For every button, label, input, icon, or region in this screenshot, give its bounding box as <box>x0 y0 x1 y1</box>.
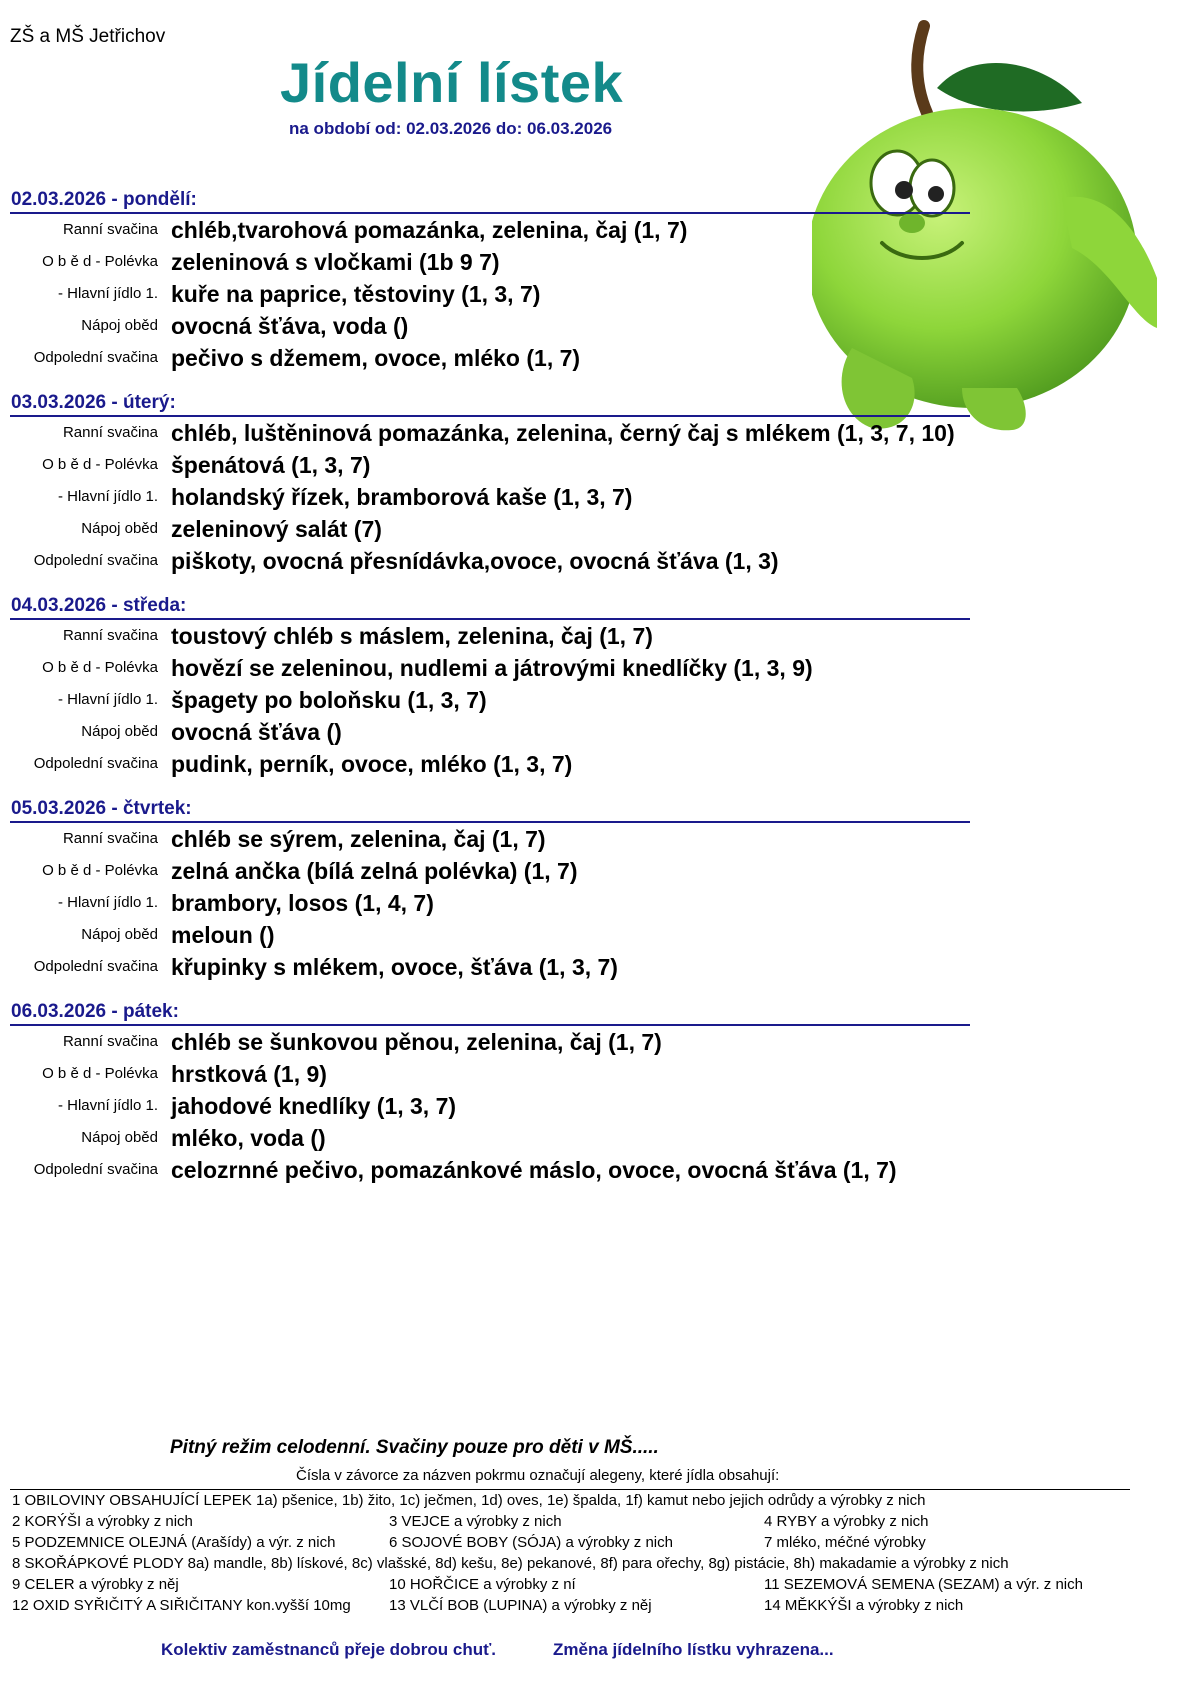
meal-label: - Hlavní jídlo 1. <box>57 285 158 302</box>
meal-row <box>10 513 970 545</box>
meal-label: Odpolední svačina <box>33 1161 158 1178</box>
footer-wish: Kolektiv zaměstnanců přeje dobrou chuť. <box>161 1640 496 1659</box>
meal-dish: meloun () <box>171 922 275 948</box>
allergen-item: 12 OXID SYŘIČITÝ A SIŘIČITANY kon.vyšší 10mg <box>12 1597 351 1614</box>
meal-row <box>10 310 970 342</box>
allergen-item: 5 PODZEMNICE OLEJNÁ (Arašídy) a výr. z nich <box>12 1534 336 1551</box>
meal-dish: hrstková (1, 9) <box>171 1061 327 1087</box>
allergen-legend <box>10 1489 1130 1616</box>
allergen-item: 14 MĚKKÝŠI a výrobky z nich <box>764 1597 964 1614</box>
allergen-item: 7 mléko, méčné výrobky <box>764 1534 926 1551</box>
allergen-item: 10 HOŘČICE a výrobky z ní <box>389 1576 576 1593</box>
allergen-item: 9 CELER a výrobky z něj <box>12 1576 179 1593</box>
meal-dish: špenátová (1, 3, 7) <box>171 452 371 478</box>
meal-row <box>10 951 970 983</box>
allergen-item: 8 SKOŘÁPKOVÉ PLODY 8a) mandle, 8b) lískové, 8c) vlašské, 8d) kešu, 8e) pekanové, 8f) para ořechy, 8g) pistácie, 8h) makadamie a výrobky z nich <box>12 1555 1009 1572</box>
meal-label: O b ě d - Polévka <box>42 1065 158 1082</box>
allergen-item: 6 SOJOVÉ BOBY (SÓJA) a výrobky z nich <box>389 1534 673 1551</box>
meal-label: Nápoj oběd <box>81 317 158 334</box>
meal-row <box>10 684 970 716</box>
meal-row <box>10 716 970 748</box>
allergen-item: 4 RYBY a výrobky z nich <box>764 1513 929 1530</box>
day-section <box>10 594 970 780</box>
meal-dish: chléb se šunkovou pěnou, zelenina, čaj (1, 7) <box>171 1029 662 1055</box>
meal-dish: celozrnné pečivo, pomazánkové máslo, ovoce, ovocná šťáva (1, 7) <box>171 1157 897 1183</box>
meal-row <box>10 481 970 513</box>
meal-label: Odpolední svačina <box>33 958 158 975</box>
meal-label: Ranní svačina <box>62 221 158 238</box>
meal-label: Nápoj oběd <box>81 1129 158 1146</box>
meal-row <box>10 919 970 951</box>
meal-row <box>10 823 970 855</box>
drinking-regime-note: Pitný režim celodenní. Svačiny pouze pro děti v MŠ..... <box>170 1437 659 1458</box>
day-section <box>10 391 970 577</box>
day-heading: 04.03.2026 - středa: <box>10 594 970 620</box>
meal-label: Ranní svačina <box>62 627 158 644</box>
meal-row <box>10 748 970 780</box>
meal-row <box>10 1026 970 1058</box>
meal-dish: špagety po boloňsku (1, 3, 7) <box>171 687 487 713</box>
allergen-row <box>10 1511 1130 1532</box>
meal-label: Nápoj oběd <box>81 926 158 943</box>
meal-dish: chléb,tvarohová pomazánka, zelenina, čaj (1, 7) <box>171 217 688 243</box>
allergen-row <box>10 1490 1130 1511</box>
day-section <box>10 188 970 374</box>
meal-label: O b ě d - Polévka <box>42 456 158 473</box>
meal-dish: ovocná šťáva, voda () <box>171 313 409 339</box>
meal-label: - Hlavní jídlo 1. <box>57 488 158 505</box>
meal-dish: ovocná šťáva () <box>171 719 342 745</box>
menu-period: na období od: 02.03.2026 do: 06.03.2026 <box>289 119 613 138</box>
meal-label: Ranní svačina <box>62 830 158 847</box>
meal-label: Odpolední svačina <box>33 552 158 569</box>
allergen-row <box>10 1574 1130 1595</box>
meal-row <box>10 855 970 887</box>
meal-row <box>10 417 970 449</box>
meal-dish: křupinky s mlékem, ovoce, šťáva (1, 3, 7) <box>171 954 618 980</box>
school-name: ZŠ a MŠ Jetřichov <box>10 26 166 47</box>
meal-row <box>10 214 970 246</box>
meal-label: Ranní svačina <box>62 424 158 441</box>
meal-dish: holandský řízek, bramborová kaše (1, 3, 7) <box>171 484 633 510</box>
meal-row <box>10 1090 970 1122</box>
meal-label: O b ě d - Polévka <box>42 659 158 676</box>
meal-dish: zelná ančka (bílá zelná polévka) (1, 7) <box>171 858 578 884</box>
meal-row <box>10 342 970 374</box>
meal-label: - Hlavní jídlo 1. <box>57 1097 158 1114</box>
allergen-item: 3 VEJCE a výrobky z nich <box>389 1513 562 1530</box>
day-heading: 02.03.2026 - pondělí: <box>10 188 970 214</box>
meal-dish: kuře na paprice, těstoviny (1, 3, 7) <box>171 281 541 307</box>
meal-row <box>10 1122 970 1154</box>
meal-label: - Hlavní jídlo 1. <box>57 894 158 911</box>
meal-label: Nápoj oběd <box>81 723 158 740</box>
meal-label: O b ě d - Polévka <box>42 253 158 270</box>
day-heading: 06.03.2026 - pátek: <box>10 1000 970 1026</box>
meal-dish: brambory, losos (1, 4, 7) <box>171 890 434 916</box>
allergen-item: 1 OBILOVINY OBSAHUJÍCÍ LEPEK 1a) pšenice, 1b) žito, 1c) ječmen, 1d) oves, 1e) špalda, 1f) kamut nebo jejich odrůdy a výrobky z nich <box>12 1492 926 1509</box>
allergen-item: 11 SEZEMOVÁ SEMENA (SEZAM) a výr. z nich <box>764 1576 1083 1593</box>
meal-label: O b ě d - Polévka <box>42 862 158 879</box>
meal-dish: pudink, perník, ovoce, mléko (1, 3, 7) <box>171 751 573 777</box>
meal-dish: mléko, voda () <box>171 1125 326 1151</box>
allergen-row <box>10 1553 1130 1574</box>
meal-label: Ranní svačina <box>62 1033 158 1050</box>
footer-change-notice: Změna jídelního lístku vyhrazena... <box>553 1640 834 1659</box>
meal-row <box>10 449 970 481</box>
meal-dish: chléb, luštěninová pomazánka, zelenina, černý čaj s mlékem (1, 3, 7, 10) <box>171 420 955 446</box>
meal-dish: toustový chléb s máslem, zelenina, čaj (1, 7) <box>171 623 653 649</box>
allergen-item: 13 VLČÍ BOB (LUPINA) a výrobky z něj <box>389 1597 652 1614</box>
meal-row <box>10 652 970 684</box>
day-heading: 03.03.2026 - úterý: <box>10 391 970 417</box>
allergen-row <box>10 1595 1130 1616</box>
meal-dish: piškoty, ovocná přesnídávka,ovoce, ovocná šťáva (1, 3) <box>171 548 779 574</box>
meal-row <box>10 246 970 278</box>
meal-row <box>10 545 970 577</box>
meal-row <box>10 620 970 652</box>
meal-dish: zeleninová s vločkami (1b 9 7) <box>171 249 500 275</box>
meal-label: - Hlavní jídlo 1. <box>57 691 158 708</box>
meal-label: Odpolední svačina <box>33 349 158 366</box>
meal-dish: jahodové knedlíky (1, 3, 7) <box>171 1093 457 1119</box>
allergen-row <box>10 1532 1130 1553</box>
meal-row <box>10 1154 970 1186</box>
meal-row <box>10 278 970 310</box>
meal-row <box>10 887 970 919</box>
meal-dish: chléb se sýrem, zelenina, čaj (1, 7) <box>171 826 546 852</box>
meal-label: Nápoj oběd <box>81 520 158 537</box>
allergen-intro: Čísla v závorce za názven pokrmu označují alegeny, které jídla obsahují: <box>296 1467 780 1484</box>
meal-dish: zeleninový salát (7) <box>171 516 382 542</box>
meal-row <box>10 1058 970 1090</box>
meal-label: Odpolední svačina <box>33 755 158 772</box>
page-title: Jídelní lístek <box>280 51 624 114</box>
meal-dish: pečivo s džemem, ovoce, mléko (1, 7) <box>171 345 581 371</box>
day-section <box>10 1000 970 1186</box>
meal-dish: hovězí se zeleninou, nudlemi a játrovými knedlíčky (1, 3, 9) <box>171 655 813 681</box>
allergen-item: 2 KORÝŠI a výrobky z nich <box>12 1513 193 1530</box>
day-section <box>10 797 970 983</box>
day-heading: 05.03.2026 - čtvrtek: <box>10 797 970 823</box>
